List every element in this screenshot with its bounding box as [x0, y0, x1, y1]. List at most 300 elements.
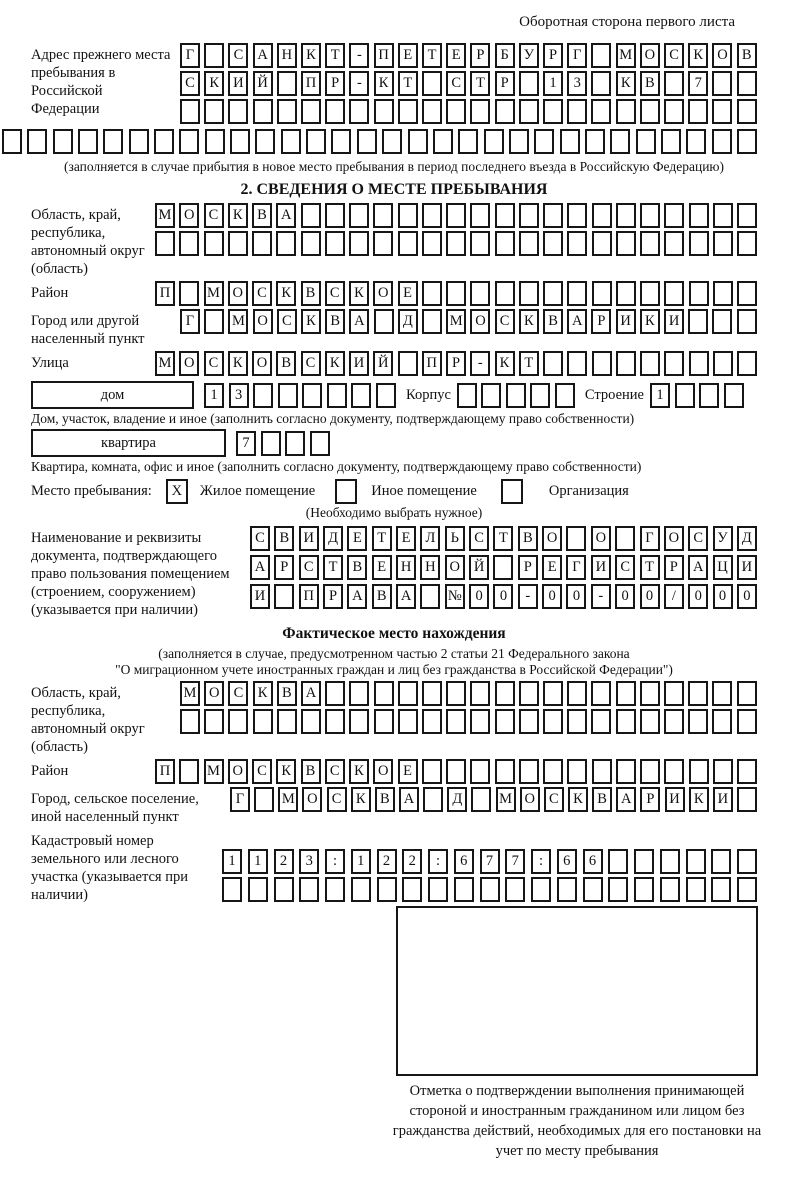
- char-cell[interactable]: [567, 759, 587, 784]
- char-cell[interactable]: С: [495, 309, 515, 334]
- char-cell[interactable]: М: [180, 681, 200, 706]
- char-cell[interactable]: [180, 709, 200, 734]
- char-cell[interactable]: [325, 877, 345, 902]
- char-cell[interactable]: М: [155, 351, 175, 376]
- char-cell[interactable]: С: [301, 351, 321, 376]
- char-cell[interactable]: [277, 71, 297, 96]
- char-cell[interactable]: [664, 709, 684, 734]
- char-cell[interactable]: [712, 309, 732, 334]
- char-cell[interactable]: К: [228, 351, 248, 376]
- char-cell[interactable]: [640, 759, 660, 784]
- char-cell[interactable]: [712, 681, 732, 706]
- char-cell[interactable]: [592, 351, 612, 376]
- char-cell[interactable]: С: [544, 787, 564, 812]
- char-cell[interactable]: С: [228, 681, 248, 706]
- char-cell[interactable]: Й: [253, 71, 273, 96]
- char-cell[interactable]: 1: [650, 383, 670, 408]
- char-cell[interactable]: М: [278, 787, 298, 812]
- char-cell[interactable]: И: [665, 787, 685, 812]
- char-cell[interactable]: И: [299, 526, 319, 551]
- char-cell[interactable]: А: [276, 203, 296, 228]
- char-cell[interactable]: [566, 526, 586, 551]
- char-cell[interactable]: И: [591, 555, 611, 580]
- char-cell[interactable]: [422, 709, 442, 734]
- char-cell[interactable]: [506, 383, 526, 408]
- char-cell[interactable]: В: [274, 526, 294, 551]
- char-cell[interactable]: [519, 203, 539, 228]
- char-cell[interactable]: [422, 281, 442, 306]
- char-cell[interactable]: [446, 203, 466, 228]
- char-cell[interactable]: О: [520, 787, 540, 812]
- char-cell[interactable]: О: [204, 681, 224, 706]
- char-cell[interactable]: [248, 877, 268, 902]
- char-cell[interactable]: 1: [222, 849, 242, 874]
- char-cell[interactable]: К: [688, 43, 708, 68]
- char-cell[interactable]: [688, 681, 708, 706]
- char-cell[interactable]: Й: [373, 351, 393, 376]
- char-cell[interactable]: И: [349, 351, 369, 376]
- char-cell[interactable]: И: [616, 309, 636, 334]
- char-cell[interactable]: 7: [688, 71, 708, 96]
- char-cell[interactable]: [349, 709, 369, 734]
- char-cell[interactable]: Е: [446, 43, 466, 68]
- char-cell[interactable]: [204, 231, 224, 256]
- char-cell[interactable]: [495, 99, 515, 124]
- char-cell[interactable]: Е: [372, 555, 392, 580]
- char-cell[interactable]: [422, 231, 442, 256]
- char-cell[interactable]: [640, 231, 660, 256]
- char-cell[interactable]: [567, 681, 587, 706]
- char-cell[interactable]: [402, 877, 422, 902]
- char-cell[interactable]: В: [640, 71, 660, 96]
- char-cell[interactable]: В: [372, 584, 392, 609]
- char-cell[interactable]: [306, 129, 326, 154]
- char-cell[interactable]: Р: [518, 555, 538, 580]
- char-cell[interactable]: [519, 71, 539, 96]
- char-cell[interactable]: [664, 203, 684, 228]
- char-cell[interactable]: [398, 99, 418, 124]
- char-cell[interactable]: О: [373, 759, 393, 784]
- char-cell[interactable]: [484, 129, 504, 154]
- char-cell[interactable]: -: [349, 43, 369, 68]
- char-cell[interactable]: С: [664, 43, 684, 68]
- char-cell[interactable]: [299, 877, 319, 902]
- char-cell[interactable]: [634, 849, 654, 874]
- char-cell[interactable]: [713, 231, 733, 256]
- char-cell[interactable]: В: [737, 43, 757, 68]
- char-cell[interactable]: 2: [377, 849, 397, 874]
- char-cell[interactable]: И: [664, 309, 684, 334]
- char-cell[interactable]: [567, 709, 587, 734]
- char-cell[interactable]: [530, 383, 550, 408]
- char-cell[interactable]: [495, 759, 515, 784]
- char-cell[interactable]: М: [204, 281, 224, 306]
- char-cell[interactable]: Т: [519, 351, 539, 376]
- char-cell[interactable]: 7: [236, 431, 256, 456]
- char-cell[interactable]: Т: [372, 526, 392, 551]
- char-cell[interactable]: 0: [737, 584, 757, 609]
- char-cell[interactable]: [179, 231, 199, 256]
- char-cell[interactable]: А: [396, 584, 416, 609]
- char-cell[interactable]: О: [179, 203, 199, 228]
- char-cell[interactable]: [543, 709, 563, 734]
- char-cell[interactable]: [737, 877, 757, 902]
- char-cell[interactable]: В: [325, 309, 345, 334]
- char-cell[interactable]: :: [325, 849, 345, 874]
- char-cell[interactable]: [519, 281, 539, 306]
- char-cell[interactable]: С: [327, 787, 347, 812]
- char-cell[interactable]: [129, 129, 149, 154]
- char-cell[interactable]: В: [277, 681, 297, 706]
- char-cell[interactable]: А: [347, 584, 367, 609]
- char-cell[interactable]: [349, 231, 369, 256]
- char-cell[interactable]: Е: [396, 526, 416, 551]
- char-cell[interactable]: О: [664, 526, 684, 551]
- char-cell[interactable]: [376, 383, 396, 408]
- char-cell[interactable]: [583, 877, 603, 902]
- char-cell[interactable]: С: [252, 281, 272, 306]
- char-cell[interactable]: [480, 877, 500, 902]
- char-cell[interactable]: [664, 281, 684, 306]
- char-cell[interactable]: В: [252, 203, 272, 228]
- char-cell[interactable]: [688, 309, 708, 334]
- char-cell[interactable]: [204, 309, 224, 334]
- char-cell[interactable]: [351, 877, 371, 902]
- char-cell[interactable]: [349, 681, 369, 706]
- char-cell[interactable]: Е: [542, 555, 562, 580]
- char-cell[interactable]: [205, 129, 225, 154]
- char-cell[interactable]: [634, 877, 654, 902]
- char-cell[interactable]: [608, 877, 628, 902]
- char-cell[interactable]: К: [349, 759, 369, 784]
- char-cell[interactable]: [616, 231, 636, 256]
- char-cell[interactable]: [711, 877, 731, 902]
- char-cell[interactable]: -: [518, 584, 538, 609]
- char-cell[interactable]: [228, 99, 248, 124]
- char-cell[interactable]: 3: [567, 71, 587, 96]
- char-cell[interactable]: Р: [664, 555, 684, 580]
- char-cell[interactable]: Т: [325, 43, 345, 68]
- char-cell[interactable]: Д: [398, 309, 418, 334]
- char-cell[interactable]: [327, 383, 347, 408]
- char-cell[interactable]: [301, 99, 321, 124]
- char-cell[interactable]: [470, 709, 490, 734]
- char-cell[interactable]: К: [228, 203, 248, 228]
- char-cell[interactable]: Р: [640, 787, 660, 812]
- char-cell[interactable]: [281, 129, 301, 154]
- char-cell[interactable]: Л: [420, 526, 440, 551]
- char-cell[interactable]: К: [689, 787, 709, 812]
- char-cell[interactable]: И: [737, 555, 757, 580]
- char-cell[interactable]: [302, 383, 322, 408]
- char-cell[interactable]: [325, 99, 345, 124]
- char-cell[interactable]: [737, 787, 757, 812]
- char-cell[interactable]: [689, 759, 709, 784]
- char-cell[interactable]: [724, 383, 744, 408]
- char-cell[interactable]: [103, 129, 123, 154]
- char-cell[interactable]: [737, 351, 757, 376]
- char-cell[interactable]: [325, 203, 345, 228]
- char-cell[interactable]: К: [301, 43, 321, 68]
- char-cell[interactable]: [737, 759, 757, 784]
- char-cell[interactable]: [493, 555, 513, 580]
- char-cell[interactable]: [592, 281, 612, 306]
- char-cell[interactable]: Т: [398, 71, 418, 96]
- char-cell[interactable]: Д: [447, 787, 467, 812]
- char-cell[interactable]: А: [349, 309, 369, 334]
- char-cell[interactable]: У: [519, 43, 539, 68]
- char-cell[interactable]: 2: [274, 849, 294, 874]
- char-cell[interactable]: А: [616, 787, 636, 812]
- char-cell[interactable]: [713, 281, 733, 306]
- char-cell[interactable]: Р: [274, 555, 294, 580]
- char-cell[interactable]: [737, 71, 757, 96]
- char-cell[interactable]: 0: [566, 584, 586, 609]
- char-cell[interactable]: [664, 99, 684, 124]
- char-cell[interactable]: [422, 681, 442, 706]
- char-cell[interactable]: М: [204, 759, 224, 784]
- char-cell[interactable]: К: [519, 309, 539, 334]
- char-cell[interactable]: [301, 203, 321, 228]
- char-cell[interactable]: Т: [422, 43, 442, 68]
- char-cell[interactable]: В: [543, 309, 563, 334]
- char-cell[interactable]: [495, 203, 515, 228]
- char-cell[interactable]: О: [373, 281, 393, 306]
- char-cell[interactable]: О: [712, 43, 732, 68]
- char-cell[interactable]: [422, 759, 442, 784]
- char-cell[interactable]: [591, 43, 611, 68]
- char-cell[interactable]: :: [428, 849, 448, 874]
- char-cell[interactable]: К: [640, 309, 660, 334]
- char-cell[interactable]: [686, 129, 706, 154]
- char-cell[interactable]: Г: [180, 43, 200, 68]
- char-cell[interactable]: С: [228, 43, 248, 68]
- char-cell[interactable]: [557, 877, 577, 902]
- char-cell[interactable]: Д: [323, 526, 343, 551]
- char-cell[interactable]: [274, 877, 294, 902]
- char-cell[interactable]: [446, 99, 466, 124]
- char-cell[interactable]: 3: [229, 383, 249, 408]
- char-cell[interactable]: П: [299, 584, 319, 609]
- char-cell[interactable]: [664, 231, 684, 256]
- char-cell[interactable]: [454, 877, 474, 902]
- char-cell[interactable]: [567, 281, 587, 306]
- char-cell[interactable]: П: [155, 759, 175, 784]
- char-cell[interactable]: [534, 129, 554, 154]
- char-cell[interactable]: [495, 681, 515, 706]
- char-cell[interactable]: С: [299, 555, 319, 580]
- char-cell[interactable]: [737, 129, 757, 154]
- char-cell[interactable]: [408, 129, 428, 154]
- char-cell[interactable]: [277, 709, 297, 734]
- char-cell[interactable]: [531, 877, 551, 902]
- char-cell[interactable]: [689, 231, 709, 256]
- char-cell[interactable]: [180, 99, 200, 124]
- char-cell[interactable]: 2: [402, 849, 422, 874]
- char-cell[interactable]: [737, 231, 757, 256]
- char-cell[interactable]: К: [616, 71, 636, 96]
- char-cell[interactable]: К: [568, 787, 588, 812]
- char-cell[interactable]: [636, 129, 656, 154]
- char-cell[interactable]: Р: [495, 71, 515, 96]
- char-cell[interactable]: [567, 351, 587, 376]
- char-cell[interactable]: [374, 99, 394, 124]
- char-cell[interactable]: О: [253, 309, 273, 334]
- char-cell[interactable]: [592, 203, 612, 228]
- char-cell[interactable]: [204, 709, 224, 734]
- char-cell[interactable]: О: [470, 309, 490, 334]
- char-cell[interactable]: Е: [398, 759, 418, 784]
- char-cell[interactable]: [712, 129, 732, 154]
- char-cell[interactable]: Р: [543, 43, 563, 68]
- char-cell[interactable]: О: [542, 526, 562, 551]
- char-cell[interactable]: [179, 759, 199, 784]
- char-cell[interactable]: [457, 383, 477, 408]
- char-cell[interactable]: 0: [542, 584, 562, 609]
- char-cell[interactable]: [230, 129, 250, 154]
- char-cell[interactable]: [519, 99, 539, 124]
- char-cell[interactable]: [349, 99, 369, 124]
- char-cell[interactable]: №: [445, 584, 465, 609]
- char-cell[interactable]: [398, 231, 418, 256]
- char-cell[interactable]: В: [276, 351, 296, 376]
- char-cell[interactable]: [543, 681, 563, 706]
- char-cell[interactable]: П: [422, 351, 442, 376]
- char-cell[interactable]: Т: [640, 555, 660, 580]
- char-cell[interactable]: [446, 281, 466, 306]
- char-cell[interactable]: -: [591, 584, 611, 609]
- char-cell[interactable]: [422, 203, 442, 228]
- char-cell[interactable]: О: [445, 555, 465, 580]
- char-cell[interactable]: [471, 787, 491, 812]
- char-cell[interactable]: Т: [493, 526, 513, 551]
- char-cell[interactable]: [154, 129, 174, 154]
- char-cell[interactable]: Н: [277, 43, 297, 68]
- char-cell[interactable]: [155, 231, 175, 256]
- char-cell[interactable]: С: [204, 351, 224, 376]
- char-cell[interactable]: О: [591, 526, 611, 551]
- checkbox-residential[interactable]: X: [166, 479, 188, 504]
- char-cell[interactable]: [179, 281, 199, 306]
- char-cell[interactable]: [254, 787, 274, 812]
- char-cell[interactable]: М: [228, 309, 248, 334]
- char-cell[interactable]: [2, 129, 22, 154]
- char-cell[interactable]: Р: [323, 584, 343, 609]
- char-cell[interactable]: Г: [566, 555, 586, 580]
- char-cell[interactable]: [374, 681, 394, 706]
- char-cell[interactable]: [519, 759, 539, 784]
- char-cell[interactable]: [616, 709, 636, 734]
- char-cell[interactable]: В: [301, 759, 321, 784]
- char-cell[interactable]: О: [228, 281, 248, 306]
- char-cell[interactable]: Г: [180, 309, 200, 334]
- checkbox-organization[interactable]: [501, 479, 523, 504]
- char-cell[interactable]: [699, 383, 719, 408]
- char-cell[interactable]: [481, 383, 501, 408]
- char-cell[interactable]: [567, 203, 587, 228]
- char-cell[interactable]: Н: [396, 555, 416, 580]
- char-cell[interactable]: 6: [454, 849, 474, 874]
- char-cell[interactable]: [585, 129, 605, 154]
- char-cell[interactable]: [422, 309, 442, 334]
- char-cell[interactable]: [640, 203, 660, 228]
- char-cell[interactable]: /: [664, 584, 684, 609]
- char-cell[interactable]: [737, 709, 757, 734]
- char-cell[interactable]: [713, 351, 733, 376]
- char-cell[interactable]: 0: [469, 584, 489, 609]
- char-cell[interactable]: [608, 849, 628, 874]
- char-cell[interactable]: [357, 129, 377, 154]
- char-cell[interactable]: [377, 877, 397, 902]
- char-cell[interactable]: В: [518, 526, 538, 551]
- char-cell[interactable]: И: [250, 584, 270, 609]
- char-cell[interactable]: Р: [325, 71, 345, 96]
- char-cell[interactable]: [675, 383, 695, 408]
- char-cell[interactable]: 1: [543, 71, 563, 96]
- char-cell[interactable]: [382, 129, 402, 154]
- char-cell[interactable]: [204, 99, 224, 124]
- char-cell[interactable]: О: [640, 43, 660, 68]
- char-cell[interactable]: [228, 709, 248, 734]
- char-cell[interactable]: А: [253, 43, 273, 68]
- char-cell[interactable]: А: [399, 787, 419, 812]
- char-cell[interactable]: [543, 231, 563, 256]
- char-cell[interactable]: [509, 129, 529, 154]
- char-cell[interactable]: Ц: [713, 555, 733, 580]
- char-cell[interactable]: [664, 71, 684, 96]
- char-cell[interactable]: [737, 849, 757, 874]
- char-cell[interactable]: [276, 231, 296, 256]
- char-cell[interactable]: [398, 351, 418, 376]
- char-cell[interactable]: [640, 281, 660, 306]
- char-cell[interactable]: [398, 203, 418, 228]
- char-cell[interactable]: [688, 99, 708, 124]
- char-cell[interactable]: А: [301, 681, 321, 706]
- char-cell[interactable]: К: [204, 71, 224, 96]
- char-cell[interactable]: О: [228, 759, 248, 784]
- char-cell[interactable]: [660, 877, 680, 902]
- char-cell[interactable]: К: [253, 681, 273, 706]
- char-cell[interactable]: [543, 99, 563, 124]
- char-cell[interactable]: [591, 681, 611, 706]
- char-cell[interactable]: С: [180, 71, 200, 96]
- char-cell[interactable]: [591, 99, 611, 124]
- char-cell[interactable]: Й: [469, 555, 489, 580]
- char-cell[interactable]: [310, 431, 330, 456]
- char-cell[interactable]: [560, 129, 580, 154]
- char-cell[interactable]: [446, 759, 466, 784]
- char-cell[interactable]: 7: [505, 849, 525, 874]
- char-cell[interactable]: Р: [591, 309, 611, 334]
- char-cell[interactable]: [640, 709, 660, 734]
- char-cell[interactable]: [373, 203, 393, 228]
- char-cell[interactable]: М: [446, 309, 466, 334]
- char-cell[interactable]: [278, 383, 298, 408]
- char-cell[interactable]: В: [347, 555, 367, 580]
- char-cell[interactable]: [689, 203, 709, 228]
- char-cell[interactable]: С: [250, 526, 270, 551]
- char-cell[interactable]: [261, 431, 281, 456]
- char-cell[interactable]: С: [325, 281, 345, 306]
- char-cell[interactable]: [543, 351, 563, 376]
- char-cell[interactable]: [737, 681, 757, 706]
- char-cell[interactable]: [616, 203, 636, 228]
- char-cell[interactable]: [398, 709, 418, 734]
- char-cell[interactable]: 3: [299, 849, 319, 874]
- char-cell[interactable]: 7: [480, 849, 500, 874]
- char-cell[interactable]: К: [276, 281, 296, 306]
- char-cell[interactable]: [712, 71, 732, 96]
